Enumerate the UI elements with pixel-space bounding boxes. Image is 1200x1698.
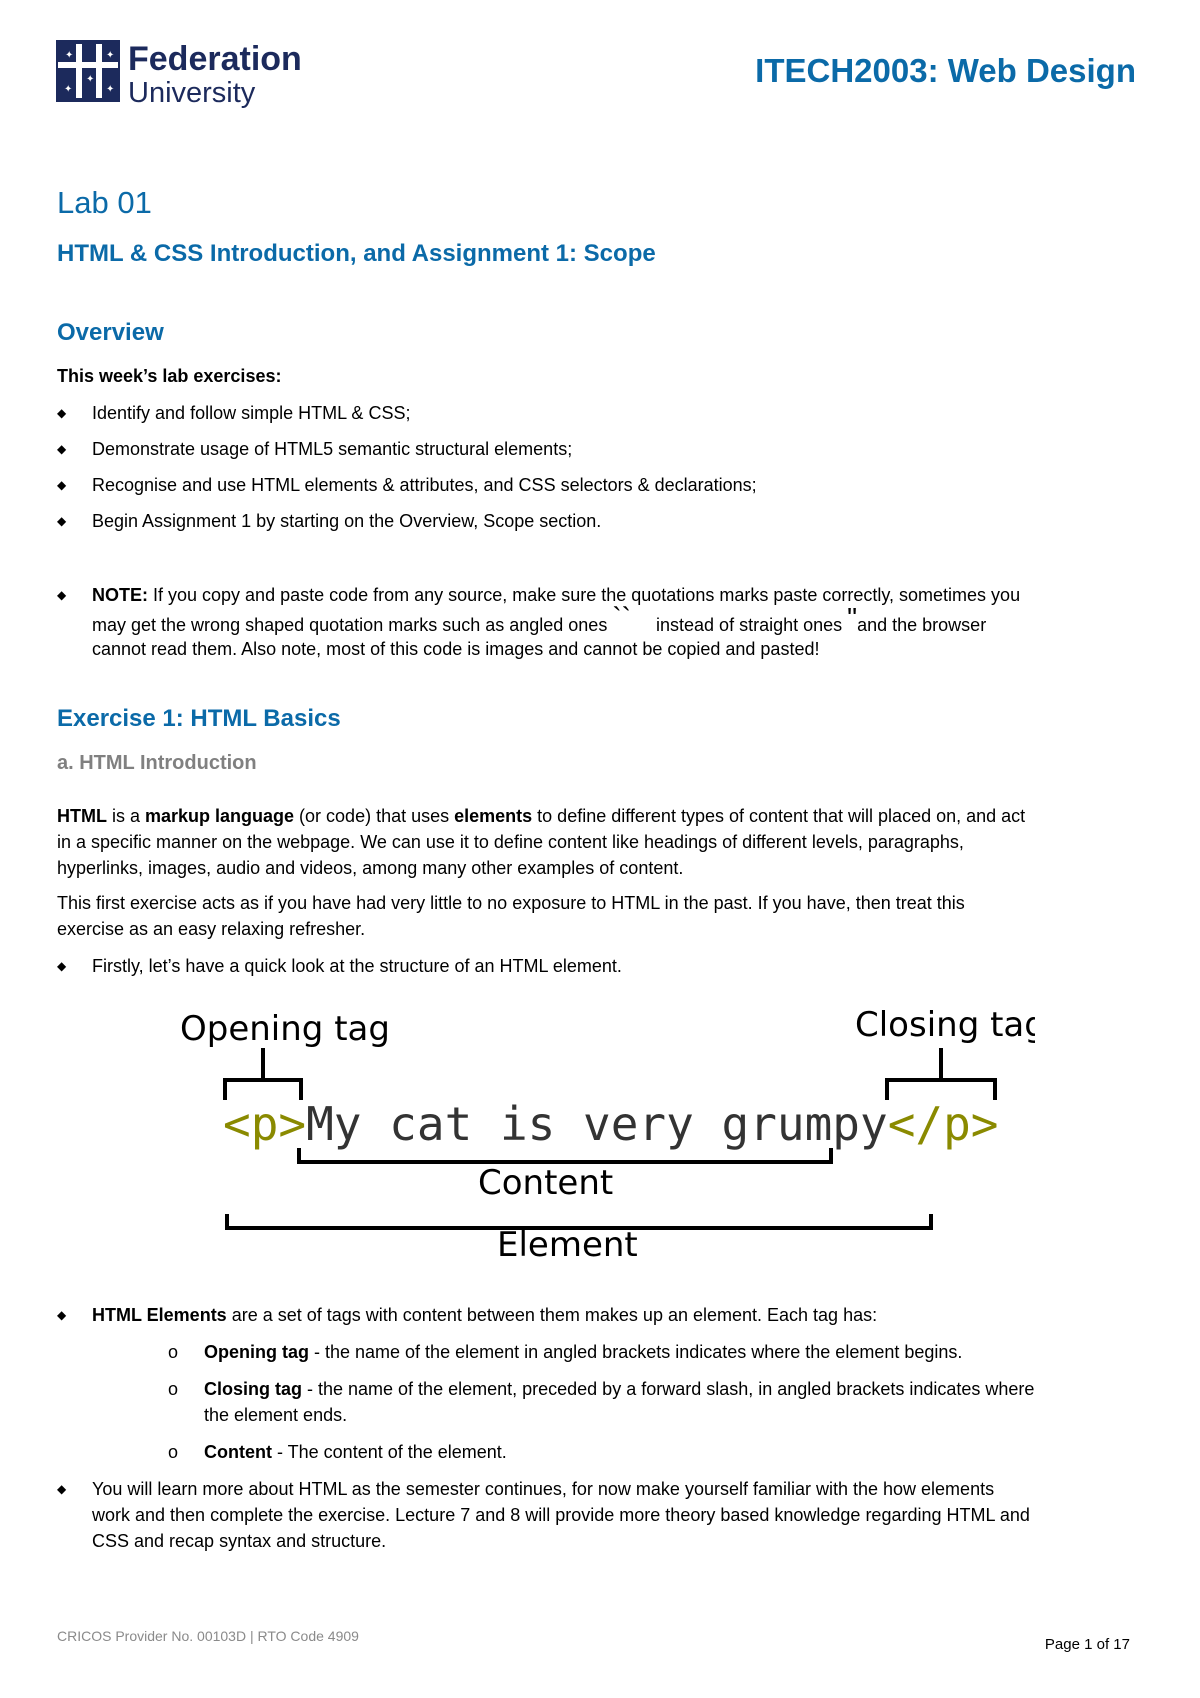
close-tag: </p> — [887, 1097, 999, 1151]
bullet-icon: ◆ — [57, 406, 67, 420]
refresher-paragraph: This first exercise acts as if you have had very little to no exposure to HTML in the past. If you have, then treat this exercise as an easy relaxing refresher. — [57, 893, 965, 939]
note-label: NOTE: — [92, 585, 148, 605]
svg-text:✦: ✦ — [86, 74, 95, 85]
html-element-diagram — [175, 1000, 1035, 1260]
open-tag: <p> — [223, 1097, 307, 1151]
exercise1-subheading: a. HTML Introduction — [57, 752, 257, 774]
bullet-icon: ◆ — [57, 478, 67, 492]
content-label: Content — [478, 1163, 614, 1203]
sub-bullet-icon: o — [168, 1379, 179, 1399]
opening-tag-label: Opening tag — [180, 1009, 390, 1049]
bullet-icon: ◆ — [57, 514, 67, 528]
svg-text:✦: ✦ — [64, 84, 73, 95]
course-title: ITECH2003: Web Design — [755, 52, 1136, 89]
logo-line2: University — [128, 77, 256, 109]
bullet-icon: ◆ — [57, 442, 67, 456]
bullet-icon: ◆ — [57, 588, 67, 602]
bullet-icon: ◆ — [57, 1308, 67, 1322]
sub-bullet-icon: o — [168, 1342, 179, 1362]
closing-tag-bracket — [887, 1048, 995, 1100]
sub-bullet-icon: o — [168, 1442, 179, 1462]
logo-line1: Federation — [128, 40, 302, 78]
lab-title: Lab 01 — [57, 185, 152, 220]
overview-heading: Overview — [57, 319, 164, 346]
closing-tag-label: Closing tag — [855, 1005, 1035, 1045]
element-label: Element — [497, 1225, 638, 1260]
exercise1-heading: Exercise 1: HTML Basics — [57, 705, 341, 732]
svg-text:✦: ✦ — [106, 50, 115, 61]
element-content-text: My cat is very grumpy — [306, 1097, 888, 1151]
svg-text:<p>My cat is very grumpy</p> — [223, 1097, 998, 1151]
svg-text:✦: ✦ — [106, 84, 115, 95]
opening-tag-bracket — [225, 1048, 301, 1100]
note-item: ◆ NOTE: If you copy and paste code from any source, make sure the quotations marks paste correctly, sometimes you may get the wrong shaped quotation marks such as angled ones `` instead of straight ones "and the browser cannot read them. Also note, most of this code is images and cannot be copied and pasted! — [57, 582, 1157, 662]
overview-intro: This week’s lab exercises: — [57, 366, 282, 386]
footer-cricos: CRICOS Provider No. 00103D | RTO Code 4909 — [57, 1628, 359, 1644]
straight-quote-glyph: " — [847, 602, 858, 633]
bullet-icon: ◆ — [57, 959, 67, 973]
svg-text:✦: ✦ — [65, 50, 74, 61]
lab-subtitle: HTML & CSS Introduction, and Assignment 1: Scope — [57, 240, 656, 267]
intro-paragraph: HTML is a markup language (or code) that uses elements to define different types of content that will placed on, and act in a specific manner on the webpage. We can use it to define content like headings of different levels, paragraphs, hyperlinks, images, audio and videos, among many other examples of content. — [57, 806, 1026, 878]
bullet-icon: ◆ — [57, 1482, 67, 1496]
federation-university-logo — [56, 40, 336, 118]
page-number: Page 1 of 17 — [1044, 1636, 1130, 1653]
angled-quote-glyph: `` — [612, 602, 631, 633]
